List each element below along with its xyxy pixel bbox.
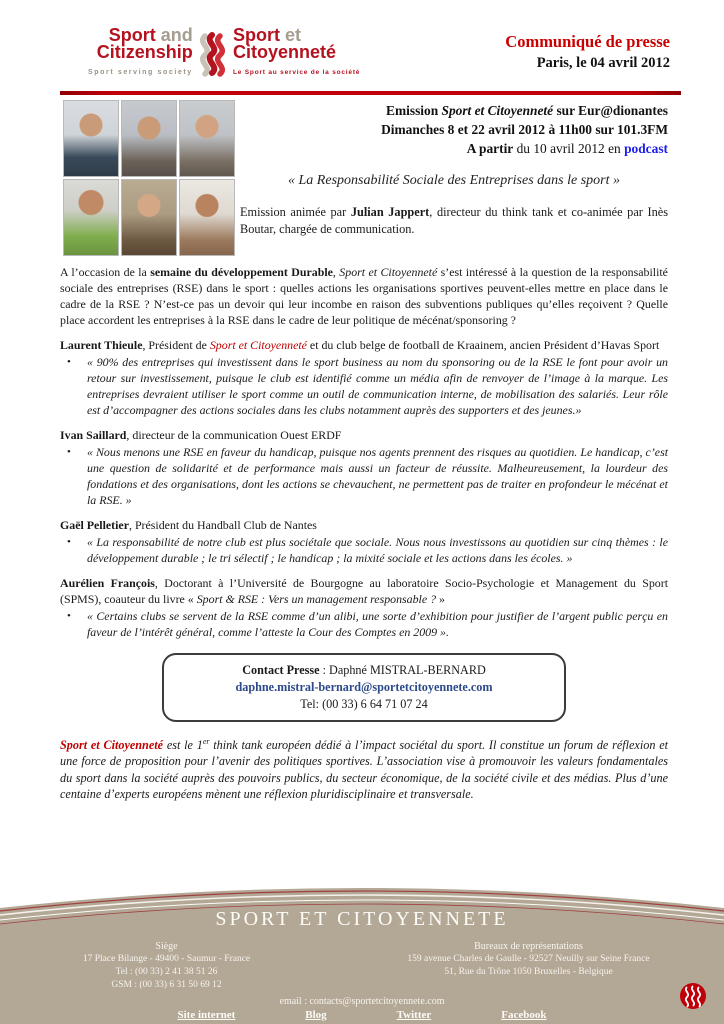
contact-phone: Tel: (00 33) 6 64 71 07 24 bbox=[300, 697, 428, 711]
blog-link[interactable]: Blog bbox=[305, 1009, 327, 1021]
main-content bbox=[60, 264, 668, 802]
logo-en-line1: Sport and bbox=[108, 25, 193, 45]
guest-photo-grid bbox=[63, 100, 235, 256]
contact-email-link[interactable]: daphne.mistral-bernard@sportetcitoyennete.com bbox=[235, 680, 493, 694]
press-release-label: Communiqué de presse bbox=[505, 32, 670, 51]
footer-title: SPORT ET CITOYENNETE bbox=[215, 908, 509, 930]
section-gael-pelletier bbox=[60, 517, 668, 566]
siege-line: GSM : (00 33) 6 31 50 69 12 bbox=[111, 980, 222, 990]
guest-photo-5 bbox=[121, 179, 177, 256]
press-contact-box bbox=[162, 653, 566, 722]
siege-line: 17 Place Bilange - 49400 - Saumur - France bbox=[82, 954, 251, 964]
guest-photo-3 bbox=[179, 100, 235, 177]
guest-photo-2 bbox=[121, 100, 177, 177]
speaker-quote: • « La responsabilité de notre club est plus sociétale que sociale. Nous nous investissons au quotidien sur cinq thèmes : le développement durable ; le tri sélectif ; le handicap ; la mixité sociale et les actions dans les écoles. » bbox=[60, 534, 668, 566]
site-internet-link[interactable]: Site internet bbox=[177, 1009, 236, 1021]
footer-addresses bbox=[0, 940, 724, 992]
contact-name-line: Contact Presse : Daphné MISTRAL-BERNARD bbox=[242, 663, 486, 677]
intro-paragraph: A l’occasion de la semaine du développement Durable, Sport et Citoyenneté s’est intéressé à la question de la responsabilité sociale des entreprises (RSE) dans le sport : quelles actions les organisations sportives peuvent-elles mettre en place dans le cadre de la RSE ? N’est-ce pas un devoir qui leur incombe en raison des subventions publiques qu’elles reçoivent ? Quelle place accordent les entreprises à la RSE dans le cadre de leur politique de mécénat/sponsoring ? bbox=[60, 265, 668, 327]
bullet-icon: • bbox=[67, 446, 71, 458]
section-ivan-saillard bbox=[60, 427, 668, 508]
guest-photo-6 bbox=[179, 179, 235, 256]
sss-footer-icon bbox=[678, 981, 708, 1016]
press-header bbox=[505, 32, 670, 72]
dateline: Paris, le 04 avril 2012 bbox=[536, 55, 670, 71]
guest-photo-4 bbox=[63, 179, 119, 256]
bullet-icon: • bbox=[67, 356, 71, 368]
logo-en-tagline: Sport serving society bbox=[88, 69, 193, 76]
footer-email: email : contacts@sportetcitoyennete.com bbox=[279, 996, 445, 1007]
emission-line-3: A partir du 10 avril 2012 en podcast bbox=[466, 141, 668, 156]
footer-links bbox=[0, 1009, 724, 1021]
footer bbox=[0, 878, 724, 1024]
host-name: Julian Jappert bbox=[350, 205, 430, 219]
footer-bureaux bbox=[333, 940, 724, 992]
bullet-icon: • bbox=[67, 610, 71, 622]
bureaux-line: 51, Rue du Trône 1050 Bruxelles - Belgique bbox=[444, 967, 613, 977]
logo-fr-tagline: Le Sport au service de la société bbox=[233, 69, 361, 76]
siege-line: Tel : (00 33) 2 41 38 51 26 bbox=[115, 967, 218, 977]
header-divider bbox=[60, 91, 681, 95]
speaker-quote: • « 90% des entreprises qui investissent dans le sport business au nom du sponsoring ou de la RSE le font pour avoir un retour sur investissement, puisque le club est identifié comme un média afin de renvoyer de l’image à la marque. Les entreprises devraient utiliser le sport comme un outil de communication interne, de mobilisation des salariés. Leur rôle est d’accompagner des actions sociales dans les clubs notamment auprès des supporters et des jeunes.» bbox=[60, 354, 668, 418]
speaker-quote: • « Nous menons une RSE en faveur du handicap, puisque nos agents prennent des risques au quotidien. Le handicap, c’est une question de solidarité et de performance mais aussi un facteur de réussite. Malheureusement, la lourdeur des fondations et des organisations, dont les actions se chevauchent, ne permettent pas de traiter en profondeur le mécénat et la RSE. » bbox=[60, 444, 668, 508]
twitter-link[interactable]: Twitter bbox=[396, 1009, 432, 1021]
bureaux-heading: Bureaux de représentations bbox=[474, 941, 583, 952]
host-paragraph: Emission animée par Julian Jappert, directeur du think tank et co-animée par Inès Boutar, chargée de communication. bbox=[240, 205, 668, 236]
bullet-icon: • bbox=[67, 536, 71, 548]
guest-photo-1 bbox=[63, 100, 119, 177]
facebook-link[interactable]: Facebook bbox=[501, 1009, 547, 1021]
sss-logo-icon bbox=[194, 32, 230, 83]
logo-sport-and-citizenship bbox=[88, 27, 193, 81]
about-paragraph: Sport et Citoyenneté est le 1er think tank européen dédié à l’impact sociétal du sport. Il constitue un forum de réflexion et une force de proposition pour l’avenir des politiques sportives. L’association vise à promouvoir les valeurs fondamentales du sport dans la société auprès des pouvoirs publics, du secteur économique, de la société civile et des médias. Plus d’une centaine d’experts européens mènent une réflexion pluridisciplinaire et transversale. bbox=[60, 736, 669, 801]
logo-sport-et-citoyennete bbox=[233, 27, 360, 81]
bureaux-line: 159 avenue Charles de Gaulle - 92527 Neuilly sur Seine France bbox=[407, 954, 650, 964]
siege-heading: Siège bbox=[155, 941, 178, 952]
emission-line-2: Dimanches 8 et 22 avril 2012 à 11h00 sur 101.3FM bbox=[381, 122, 668, 137]
speaker-heading: Aurélien François, Doctorant à l’Université de Bourgogne au laboratoire Socio-Psychologie et Management du Sport (SPMS), coauteur du livre « Sport & RSE : Vers un management responsable ? » bbox=[60, 576, 668, 606]
speaker-heading: Gaël Pelletier, Président du Handball Club de Nantes bbox=[60, 518, 317, 532]
emission-line-1: Emission Sport et Citoyenneté sur Eur@dionantes bbox=[386, 103, 668, 118]
footer-siege bbox=[0, 940, 333, 992]
section-aurelien-francois bbox=[60, 575, 668, 640]
show-theme-title: « La Responsabilité Sociale des Entreprises dans le sport » bbox=[288, 173, 620, 188]
speaker-quote: • « Certains clubs se servent de la RSE comme d’un alibi, une sorte d’exhibition pour justifier de l’argent public perçu en faveur de l’intérêt général, comme l’atteste la Cour des Comptes en 2009 ». bbox=[60, 608, 668, 640]
section-laurent-thieule bbox=[60, 337, 668, 418]
podcast-link[interactable]: podcast bbox=[624, 141, 668, 156]
emission-block bbox=[240, 101, 668, 237]
logo-fr-line2: Citoyenneté bbox=[233, 42, 337, 62]
speaker-heading: Ivan Saillard, directeur de la communication Ouest ERDF bbox=[60, 428, 342, 442]
logo-fr-line1: Sport et bbox=[233, 25, 302, 45]
speaker-heading: Laurent Thieule, Président de Sport et Citoyenneté et du club belge de football de Kraainem, ancien Président d’Havas Sport bbox=[60, 338, 660, 352]
logo-en-line2: Citizenship bbox=[96, 42, 193, 62]
